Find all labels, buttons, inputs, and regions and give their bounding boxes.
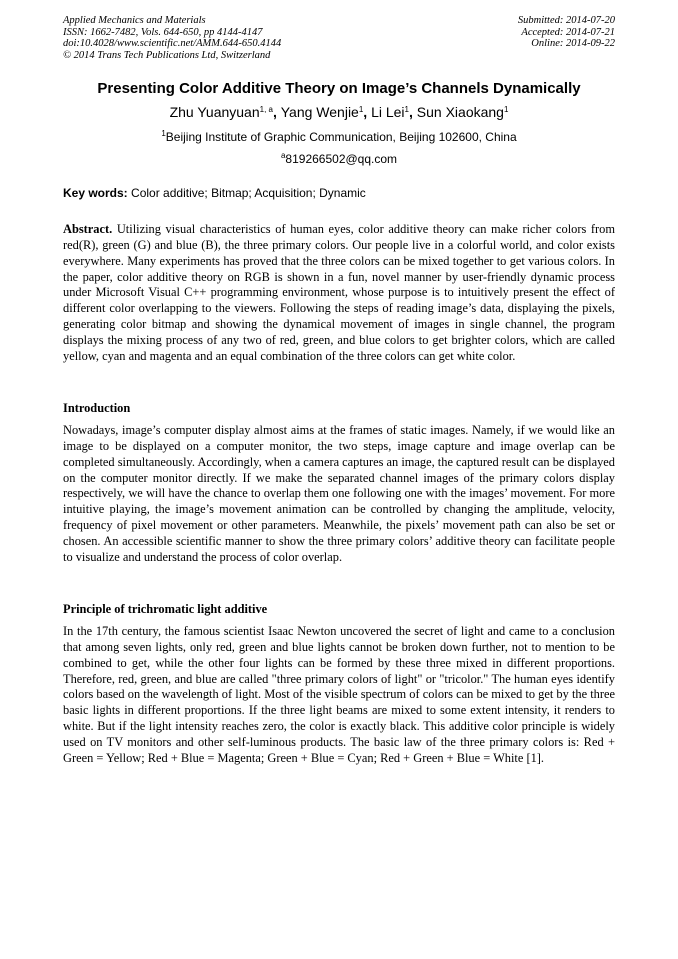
affiliation-text: Beijing Institute of Graphic Communication, Beijing 102600, China [165, 130, 517, 144]
author-sup: 1 [503, 105, 509, 114]
paragraph-text: Nowadays, image’s computer display almost aims at the frames of static images. Namely, if we would like an image to be displayed on a computer monitor, the two steps, image capture and image overlap can be completed simultaneously. Accordingly, when a camera captures an image, the captured result can be displayed on the computer monitor directly. If we make the separated channel images of the primary colors display respectively, we will have the chance to overlap them one following one with the images’ movement. For more intuitive playing, the image’s movement animation can be controlled by changing the amplitude, velocity, frequency of pixel movement or other parameters. Meanwhile, the pixels’ movement path can also be set or chosen. An accessible scientific manner to show the three primary colors’ additive theory can facilitate people to visualize and understand the process of color overlap. [63, 423, 615, 564]
abstract-text: Utilizing visual characteristics of human eyes, color additive theory can make richer colors from red(R), green (G) and blue (B), the three primary colors. Our people live in a colorful world, and color exists everywhere. Many experiments has proved that the three colors can be mixed together to get various colors. In the paper, color additive theory on RGB is shown in a fun, novel manner by user-friendly dynamic process under Microsoft Visual C++ programming environment, whose purpose is to intuitively present the effect of different color overlapping to the viewers. Following the steps of reading image’s data, displaying the pixels, generating color bitmap and showing the dynamical movement of images in single channel, the program displays the mixing process of any two of red, green, and blue colors to get brighter colors, which are called yellow, cyan and magenta and an equal combination of the three colors can get white color. [63, 222, 615, 363]
author-name: Li Lei [371, 104, 405, 120]
author-sup: 1 [404, 105, 409, 114]
author-sup: 1 [358, 105, 364, 114]
introduction-paragraph [63, 423, 615, 566]
author-name: Zhu Yuanyuan [169, 104, 260, 120]
section-heading-principle: Principle of trichromatic light additive [63, 602, 268, 616]
keywords-label: Key words: [63, 186, 128, 200]
abstract [63, 222, 615, 365]
paragraph-text: In the 17th century, the famous scientist Isaac Newton uncovered the secret of light and came to a conclusion that among seven lights, only red, green and blue lights cannot be broken down further, not to mention to be combined to get, while the other four lights can be formed by these three mixed in different proportions. Therefore, red, green, and blue are called "three primary colors of light" or "tricolor." The human eyes identify colors based on the wavelength of light. Most of the visible spectrum of colors can be mixed to get by the three basic lights in different proportions. If the three light beams are mixed to some extent intensity, it renders to white. But if the light intensity reaches zero, the color is exactly black. This additive color principle is widely used on TV monitors and other self-luminous products. The basic law of the three primary colors is: Red + Green = Yellow; Red + Blue = Magenta; Green + Blue = Cyan; Red + Green + Blue = White [1]. [63, 624, 615, 765]
paper-title: Presenting Color Additive Theory on Image’s Channels Dynamically [97, 80, 581, 97]
accepted-date: Accepted: 2014-07-21 [521, 26, 615, 38]
issn-line: ISSN: 1662-7482, Vols. 644-650, pp 4144-4147 [63, 26, 263, 38]
online-date: Online: 2014-09-22 [531, 38, 615, 49]
journal-info [63, 15, 281, 61]
author-list: Zhu Yuanyuan$^{1, a}$, Yang Wenjie$^1$, Li Lei$^1$, Sun Xiaokang$^1$ [169, 104, 509, 120]
principle-paragraph [63, 624, 615, 767]
author-sup: 1, a [259, 105, 273, 114]
section-heading-introduction: Introduction [63, 401, 131, 415]
affiliation-sup: 1 [161, 129, 166, 138]
email-sup: a [280, 151, 286, 160]
journal-name: Applied Mechanics and Materials [63, 15, 206, 26]
submitted-date: Submitted: 2014-07-20 [517, 15, 615, 26]
keywords [63, 186, 615, 201]
affiliation [0, 130, 678, 145]
author-name: Yang Wenjie [280, 104, 359, 120]
doi-line: doi:10.4028/www.scientific.net/AMM.644-650.4144 [63, 38, 282, 49]
author-email [0, 152, 678, 167]
author-name: Sun Xiaokang [416, 104, 504, 120]
copyright-line: © 2014 Trans Tech Publications Ltd, Switzerland [63, 49, 271, 61]
abstract-label: Abstract. [63, 222, 113, 236]
submission-dates [518, 15, 615, 50]
email-text: 819266502@qq.com [285, 152, 398, 166]
keywords-text: Color additive; Bitmap; Acquisition; Dynamic [131, 186, 366, 200]
